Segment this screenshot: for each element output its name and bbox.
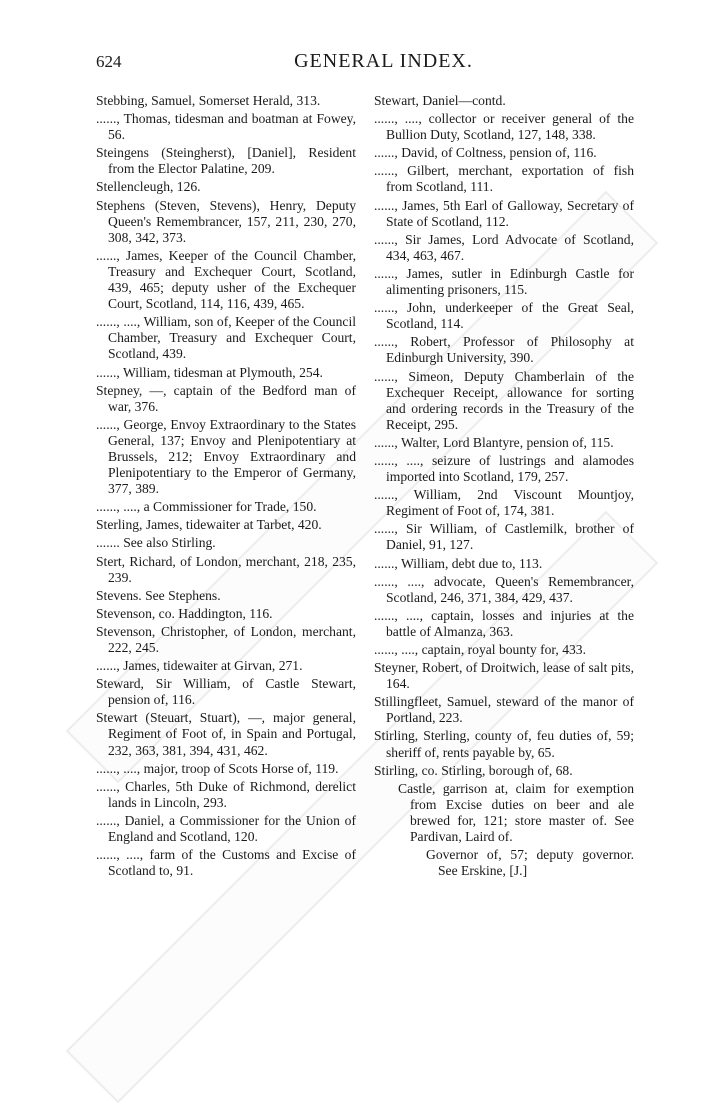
index-entry: ......, James, tidewaiter at Girvan, 271.: [96, 658, 303, 674]
index-entry: ......, ...., captain, royal bounty for, 433.: [374, 642, 587, 657]
index-entry: ......, Gilbert, merchant, exportation of fish from Scotland, 111.: [374, 163, 634, 195]
index-entry: ......, John, underkeeper of the Great Seal, Scotland, 114.: [374, 300, 634, 332]
index-entry: Stewart (Steuart, Stuart), —, major general, Regiment of Foot of, in Spain and Portugal, 232, 363, 381, 394, 431, 462.: [96, 710, 356, 758]
index-entry: Sterling, James, tidewaiter at Tarbet, 420.: [96, 517, 322, 533]
index-entry: ......, ...., William, son of, Keeper of the Council Chamber, Treasury and Exchequer Court, Scotland, 439.: [96, 314, 356, 362]
index-entry: ......, James, Keeper of the Council Chamber, Treasury and Exchequer Court, Scotland, 439, 465; deputy usher of the Exchequer Court, Scotland, 114, 116, 439, 465.: [96, 247, 356, 312]
page-header: [96, 52, 671, 78]
index-entry: Stevenson, Christopher, of London, merchant, 222, 245.: [96, 623, 356, 655]
index-entry: Stevens. See Stephens.: [96, 587, 221, 603]
index-entry: Steingens (Steingherst), [Daniel], Resident from the Elector Palatine, 209.: [96, 145, 356, 177]
index-entry: Stebbing, Samuel, Somerset Herald, 313.: [96, 93, 321, 108]
index-entry: ....... See also Stirling.: [96, 535, 216, 551]
index-entry: ......, Thomas, tidesman and boatman at Fowey, 56.: [96, 111, 356, 143]
right-column: [374, 93, 634, 881]
index-entry: ......, Sir James, Lord Advocate of Scotland, 434, 463, 467.: [374, 231, 634, 263]
index-entry: Stirling, co. Stirling, borough of, 68.: [374, 762, 573, 778]
index-entry: ......, David, of Coltness, pension of, 116.: [374, 145, 597, 161]
index-entry: ......, William, tidesman at Plymouth, 254.: [96, 364, 323, 380]
index-entry: ......, ...., farm of the Customs and Excise of Scotland to, 91.: [96, 847, 356, 879]
index-entry: Stepney, —, captain of the Bedford man of war, 376.: [96, 382, 356, 414]
index-entry: ......, ...., captain, losses and injuries at the battle of Almanza, 363.: [374, 607, 634, 639]
index-entry: ......, Simeon, Deputy Chamberlain of the Exchequer Receipt, allowance for sorting and ordering records in the Treasury of the Receipt, 295.: [374, 368, 634, 432]
index-entry: ......, William, debt due to, 113.: [374, 555, 543, 571]
page-title: GENERAL INDEX.: [294, 50, 473, 72]
index-entry: Stewart, Daniel—contd.: [374, 93, 506, 108]
index-entry: Stirling, Sterling, county of, feu duties of, 59; sheriff of, rents payable by, 65.: [374, 728, 634, 760]
left-column: [96, 93, 356, 881]
index-entry: Stert, Richard, of London, merchant, 218, 235, 239.: [96, 553, 356, 585]
page-number: 624: [96, 52, 122, 71]
index-entry: ......, Daniel, a Commissioner for the Union of England and Scotland, 120.: [96, 812, 356, 845]
index-entry: ......, ...., seizure of lustrings and alamodes imported into Scotland, 179, 257.: [374, 452, 634, 485]
index-entry: ......, James, 5th Earl of Galloway, Secretary of State of Scotland, 112.: [374, 197, 634, 229]
index-entry: ......, Sir William, of Castlemilk, brother of Daniel, 91, 127.: [374, 521, 634, 553]
index-entry: ......, ...., advocate, Queen's Remembrancer, Scotland, 246, 371, 384, 429, 437.: [374, 573, 634, 605]
index-entry: ......, George, Envoy Extraordinary to the States General, 137; Envoy and Plenipotentiary at Brussels, 212; Envoy Extraordinary and Plenipotentiary to the Emperor of Germany, 377, 389.: [96, 416, 356, 497]
index-entry: Steyner, Robert, of Droitwich, lease of salt pits, 164.: [374, 660, 634, 692]
index-entry: Steward, Sir William, of Castle Stewart, pension of, 116.: [96, 676, 356, 708]
index-entry: ......, James, sutler in Edinburgh Castle for alimenting prisoners, 115.: [374, 265, 634, 298]
index-entry: Castle, garrison at, claim for exemption from Excise duties on beer and ale brewed for, 121; store master of. See Pardivan, Laird of.: [398, 780, 634, 845]
index-entry: Governor of, 57; deputy governor. See Erskine, [J.]: [426, 847, 634, 879]
index-entry: Stevenson, co. Haddington, 116.: [96, 605, 273, 621]
index-entry: Stellencleugh, 126.: [96, 179, 201, 195]
index-entry: ......, William, 2nd Viscount Mountjoy, Regiment of Foot of, 174, 381.: [374, 487, 634, 519]
index-entry: ......, ...., major, troop of Scots Horse of, 119.: [96, 760, 339, 776]
index-entry: ......, Robert, Professor of Philosophy at Edinburgh University, 390.: [374, 334, 634, 366]
index-entry: Stillingfleet, Samuel, steward of the manor of Portland, 223.: [374, 694, 634, 726]
index-entry: Stephens (Steven, Stevens), Henry, Deputy Queen's Remembrancer, 157, 211, 230, 270, 308, 342, 373.: [96, 197, 356, 245]
index-entry: ......, Charles, 5th Duke of Richmond, derelict lands in Lincoln, 293.: [96, 778, 356, 810]
index-entry: ......, Walter, Lord Blantyre, pension of, 115.: [374, 434, 614, 450]
index-entry: ......, ...., a Commissioner for Trade, 150.: [96, 499, 317, 515]
index-entry: ......, ...., collector or receiver general of the Bullion Duty, Scotland, 127, 148, 338.: [374, 111, 634, 143]
